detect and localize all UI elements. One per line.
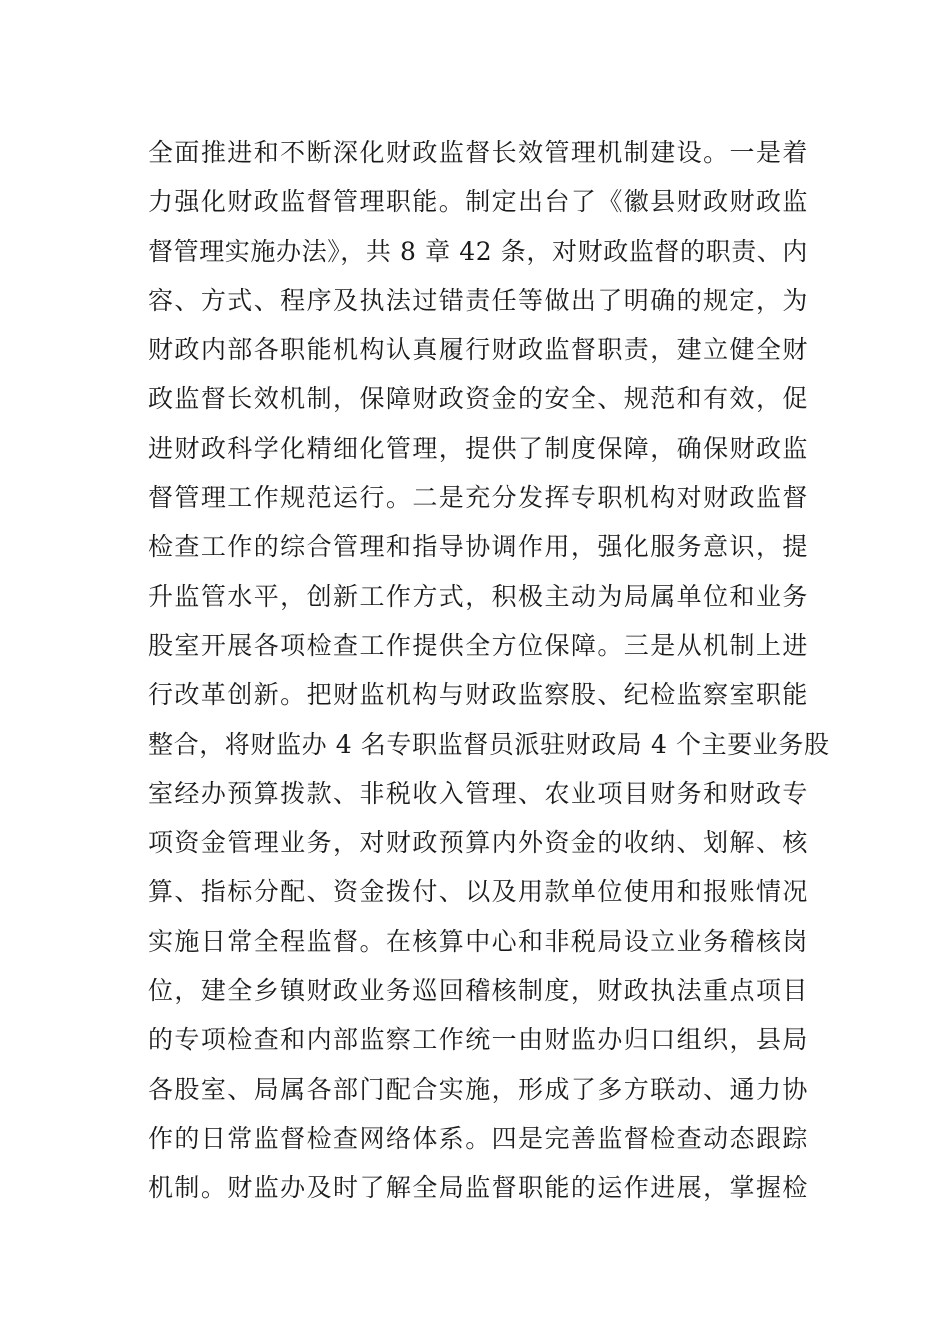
text-line: 机制。财监办及时了解全局监督职能的运作进展，掌握检 xyxy=(148,1173,808,1203)
text-line: 检查工作的综合管理和指导协调作用，强化服务意识，提 xyxy=(148,532,808,562)
text-line: 项资金管理业务，对财政预算内外资金的收纳、划解、核 xyxy=(148,828,808,858)
text-line: 全面推进和不断深化财政监督长效管理机制建设。一是着 xyxy=(148,138,808,167)
text-line: 进财政科学化精细化管理，提供了制度保障，确保财政监 xyxy=(148,433,808,463)
text-line: 实施日常全程监督。在核算中心和非税局设立业务稽核岗 xyxy=(148,926,808,956)
text-line: 政监督长效机制，保障财政资金的安全、规范和有效，促 xyxy=(148,384,808,414)
text-line: 位，建全乡镇财政业务巡回稽核制度，财政执法重点项目 xyxy=(148,976,808,1006)
text-line: 室经办预算拨款、非税收入管理、农业项目财务和财政专 xyxy=(148,778,808,808)
text-line: 升监管水平，创新工作方式，积极主动为局属单位和业务 xyxy=(148,581,808,611)
text-line: 力强化财政监督管理职能。制定出台了《徽县财政财政监 xyxy=(148,187,808,217)
text-line: 的专项检查和内部监察工作统一由财监办归口组织，县局 xyxy=(148,1025,808,1055)
text-line: 作的日常监督检查网络体系。四是完善监督检查动态跟踪 xyxy=(148,1123,808,1153)
text-line: 整合，将财监办 4 名专职监督员派驻财政局 4 个主要业务股 xyxy=(148,729,830,759)
body-paragraph xyxy=(148,128,830,1213)
text-line: 督管理实施办法》，共 8 章 42 条，对财政监督的职责、内 xyxy=(148,236,809,266)
text-line: 督管理工作规范运行。二是充分发挥专职机构对财政监督 xyxy=(148,483,808,513)
text-line: 行改革创新。把财监机构与财政监察股、纪检监察室职能 xyxy=(148,680,808,710)
text-line: 各股室、局属各部门配合实施，形成了多方联动、通力协 xyxy=(148,1074,808,1104)
text-line: 容、方式、程序及执法过错责任等做出了明确的规定，为 xyxy=(148,285,808,315)
text-line: 股室开展各项检查工作提供全方位保障。三是从机制上进 xyxy=(148,630,808,660)
text-line: 算、指标分配、资金拨付、以及用款单位使用和报账情况 xyxy=(148,877,808,907)
text-line: 财政内部各职能机构认真履行财政监督职责，建立健全财 xyxy=(148,335,808,365)
